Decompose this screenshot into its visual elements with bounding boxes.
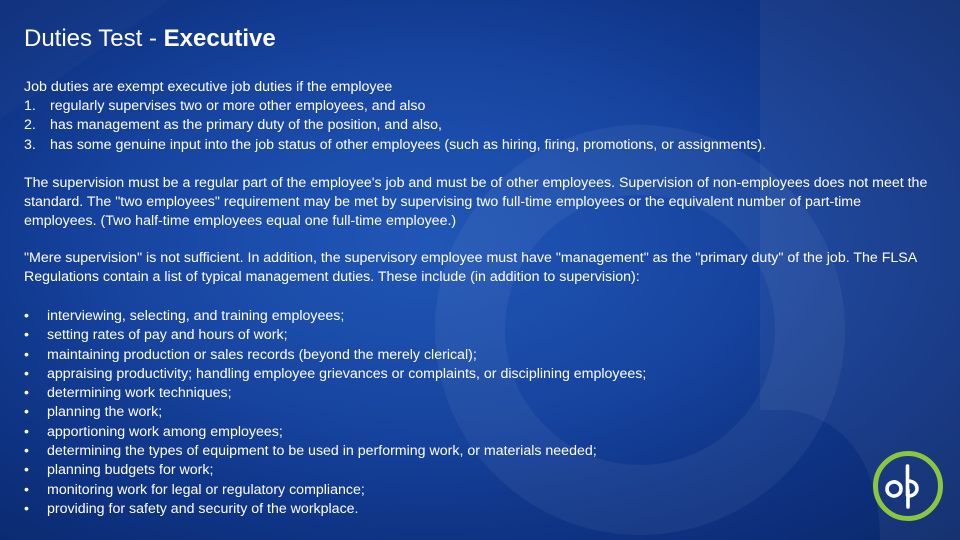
supervision-paragraph: The supervision must be a regular part of the employee's job and must be of other employees. Supervision of non-employees does not meet the standard. The "two employees" requirement may be met by supervising two full-time employees or the equivalent number of part-time employees. (Two half-time employees equal one full-time employee.) (24, 175, 928, 230)
list-item (24, 384, 646, 403)
list-item (24, 307, 646, 326)
list-item (24, 481, 646, 500)
list-item (24, 423, 646, 442)
list-item-text: planning the work; (47, 404, 163, 421)
bullet-icon: • (24, 443, 29, 460)
list-item (24, 403, 646, 422)
criterion-number: 2. (24, 117, 36, 134)
list-item-text: maintaining production or sales records (beyond the merely clerical); (47, 346, 477, 363)
list-item-text: setting rates of pay and hours of work; (47, 327, 288, 344)
bullet-icon: • (24, 327, 29, 344)
slide-title (24, 24, 276, 54)
bullet-icon: • (24, 500, 29, 517)
list-item (24, 442, 646, 461)
criterion-text: has management as the primary duty of the position, and also, (50, 117, 442, 134)
list-item (24, 326, 646, 345)
dp-logo-icon (872, 450, 944, 522)
criterion-item (24, 136, 936, 155)
list-item-text: apportioning work among employees; (47, 423, 283, 440)
criterion-item (24, 116, 936, 135)
criterion-text: regularly supervises two or more other employees, and also (50, 98, 426, 115)
list-item-text: appraising productivity; handling employee grievances or complaints, or disciplining employees; (47, 365, 647, 382)
bullet-icon: • (24, 365, 29, 382)
criterion-text: has some genuine input into the job status of other employees (such as hiring, firing, promotions, or assignments). (50, 136, 767, 153)
list-item-text: determining work techniques; (47, 385, 232, 402)
bullet-icon: • (24, 462, 29, 479)
bullet-icon: • (24, 308, 29, 324)
criterion-number: 3. (24, 136, 36, 153)
bullet-icon: • (24, 385, 29, 402)
list-item (24, 365, 646, 384)
list-item-text: planning budgets for work; (47, 462, 214, 479)
management-duties-list (24, 307, 646, 519)
criteria-section (24, 78, 936, 155)
intro-text: Job duties are exempt executive job duties if the employee (24, 79, 393, 95)
list-item (24, 500, 646, 519)
bullet-icon: • (24, 481, 29, 498)
list-item-text: interviewing, selecting, and training employees; (47, 308, 345, 324)
list-item-text: monitoring work for legal or regulatory compliance; (47, 481, 365, 498)
title-emphasis: Executive (163, 25, 276, 52)
list-item (24, 461, 646, 480)
management-paragraph: "Mere supervision" is not sufficient. In addition, the supervisory employee must have "management" as the "primary duty" of the job. The FLSA Regulations contain a list of typical management duties. These include (in addition to supervision): (24, 250, 917, 286)
bullet-icon: • (24, 346, 29, 363)
bullet-icon: • (24, 404, 29, 421)
criterion-number: 1. (24, 98, 36, 115)
list-item-text: determining the types of equipment to be used in performing work, or materials needed; (47, 443, 597, 460)
bullet-icon: • (24, 423, 29, 440)
title-prefix: Duties Test - (24, 25, 164, 52)
criterion-item (24, 97, 936, 116)
list-item (24, 346, 646, 365)
list-item-text: providing for safety and security of the workplace. (47, 500, 359, 517)
